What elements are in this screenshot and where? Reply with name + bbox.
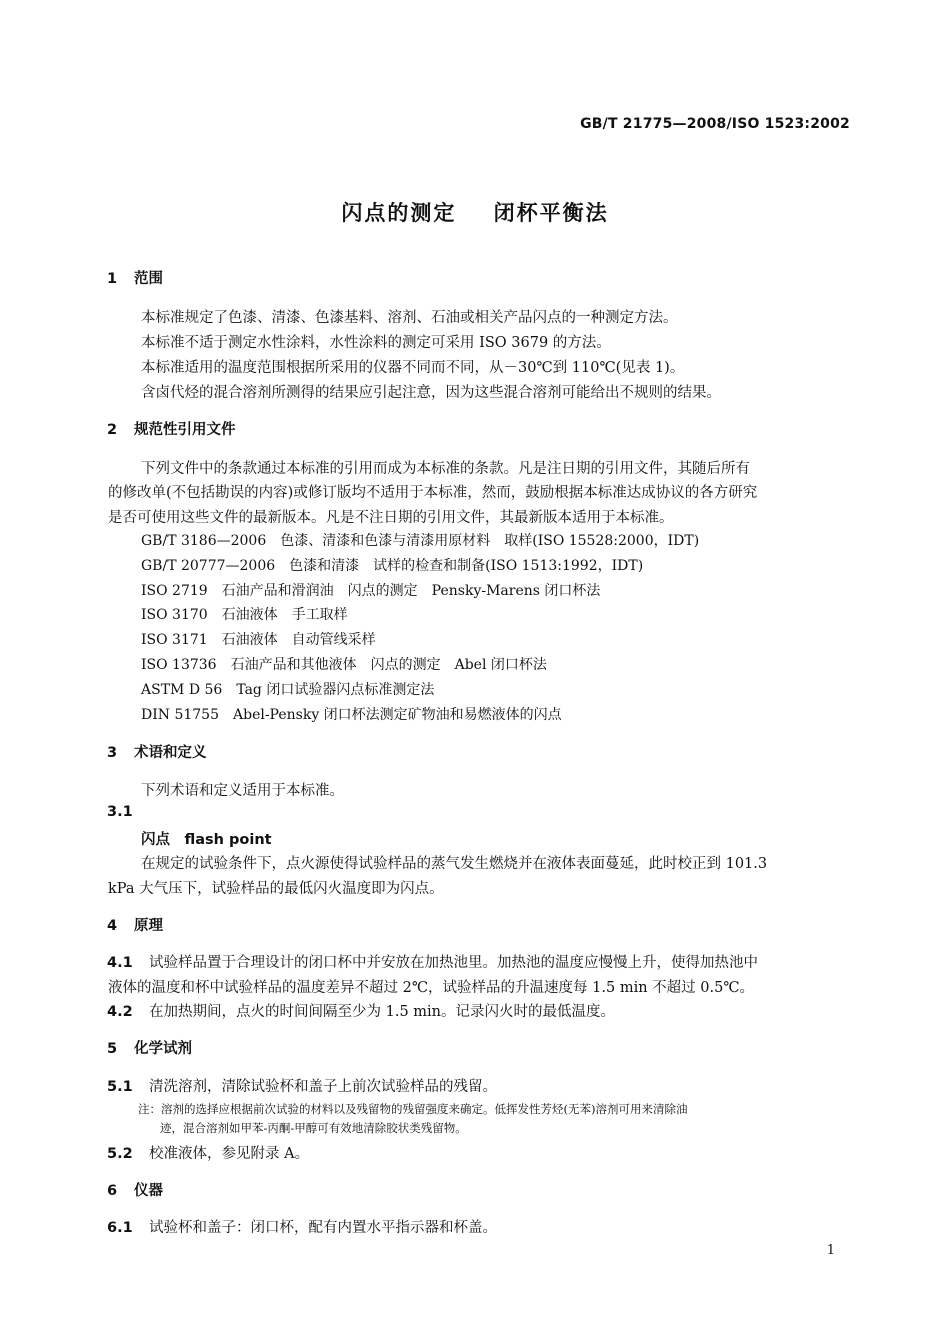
section-number: 4 [107,918,118,934]
section-title: 范围 [134,271,163,287]
clause-text: 在加热期间，点火的时间间隔至少为 1.5 min。记录闪火时的最低温度。 [149,1004,616,1020]
section-6-heading [107,1179,163,1200]
paragraph: 本标准不适于测定水性涂料，水性涂料的测定可采用 ISO 3679 的方法。 [141,335,611,351]
clause-5-1 [107,1075,497,1096]
term-heading: 闪点 flash point [141,832,272,848]
clause-4-2 [107,1000,615,1021]
section-number: 5 [107,1041,118,1057]
note: 迹，混合溶剂如甲苯-丙酮-甲醇可有效地清除胶状类残留物。 [160,1121,467,1135]
definition: kPa 大气压下，试验样品的最低闪火温度即为闪点。 [108,881,444,897]
section-title: 化学试剂 [134,1041,192,1057]
reference-item: ISO 2719 石油产品和滑润油 闪点的测定 Pensky-Marens 闭口杯法 [141,583,601,599]
clause-number: 4.1 [107,955,133,971]
paragraph: 含卤代烃的混合溶剂所测得的结果应引起注意，因为这些混合溶剂可能给出不规则的结果。 [141,385,721,401]
clause-text: 试验杯和盖子：闭口杯，配有内置水平指示器和杯盖。 [149,1220,497,1236]
section-number: 3 [107,745,118,761]
reference-item: ISO 3170 石油液体 手工取样 [141,607,348,623]
paragraph: 下列文件中的条款通过本标准的引用而成为本标准的条款。凡是注日期的引用文件，其随后所有 [141,461,750,477]
clause-text: 清洗溶剂，清除试验杯和盖子上前次试验样品的残留。 [149,1079,497,1095]
section-title: 仪器 [134,1183,163,1199]
clause-number: 5.1 [107,1079,133,1095]
section-2-heading [107,418,236,439]
reference-item: ISO 13736 石油产品和其他液体 闪点的测定 Abel 闭口杯法 [141,657,547,673]
reference-item: ASTM D 56 Tag 闭口试验器闪点标准测定法 [141,682,435,698]
section-number: 1 [107,271,118,287]
clause-6-1 [107,1216,497,1237]
paragraph: 是否可使用这些文件的最新版本。凡是不注日期的引用文件，其最新版本适用于本标准。 [108,510,674,526]
clause-number: 4.2 [107,1004,133,1020]
clause-text: 液体的温度和杯中试验样品的温度差异不超过 2℃，试验样品的升温速度每 1.5 min 不超过 0.5℃。 [108,980,755,996]
section-number: 6 [107,1183,118,1199]
section-1-heading [107,267,163,288]
section-title: 术语和定义 [134,745,207,761]
clause-text: 试验样品置于合理设计的闭口杯中并安放在加热池里。加热池的温度应慢慢上升，使得加热池中 [149,955,758,971]
section-title: 规范性引用文件 [134,422,236,438]
section-number: 2 [107,422,118,438]
standard-number: GB/T 21775—2008/ISO 1523:2002 [580,116,850,132]
note: 注：溶剂的选择应根据前次试验的材料以及残留物的残留强度来确定。低挥发性芳烃(无苯)溶剂可用来清除油 [138,1102,688,1116]
paragraph: 下列术语和定义适用于本标准。 [141,783,344,799]
clause-5-2 [107,1142,309,1163]
clause-number: 6.1 [107,1220,133,1236]
definition: 在规定的试验条件下，点火源使得试验样品的蒸气发生燃烧并在液体表面蔓延，此时校正到 101.3 [141,856,768,872]
reference-item: ISO 3171 石油液体 自动管线采样 [141,632,376,648]
section-title: 原理 [134,918,163,934]
reference-item: DIN 51755 Abel-Pensky 闭口杯法测定矿物油和易燃液体的闪点 [141,707,562,723]
clause-number: 3.1 [107,804,133,820]
clause-4-1 [107,951,758,972]
clause-number: 5.2 [107,1146,133,1162]
paragraph: 本标准规定了色漆、清漆、色漆基料、溶剂、石油或相关产品闪点的一种测定方法。 [141,310,678,326]
reference-item: GB/T 3186—2006 色漆、清漆和色漆与清漆用原材料 取样(ISO 15528:2000，IDT) [141,533,700,549]
subclause-number [107,804,149,820]
clause-text: 校准液体，参见附录 A。 [149,1146,310,1162]
page-number: 1 [826,1243,835,1258]
paragraph: 的修改单(不包括勘误的内容)或修订版均不适用于本标准，然而，鼓励根据本标准达成协议的各方研究 [108,485,758,501]
section-5-heading [107,1037,192,1058]
page-title: 闪点的测定 闭杯平衡法 [341,201,609,225]
reference-item: GB/T 20777—2006 色漆和清漆 试样的检查和制备(ISO 1513:1992，IDT) [141,558,644,574]
section-4-heading [107,914,163,935]
section-3-heading [107,741,207,762]
paragraph: 本标准适用的温度范围根据所采用的仪器不同而不同，从－30℃到 110℃(见表 1)。 [141,360,685,376]
